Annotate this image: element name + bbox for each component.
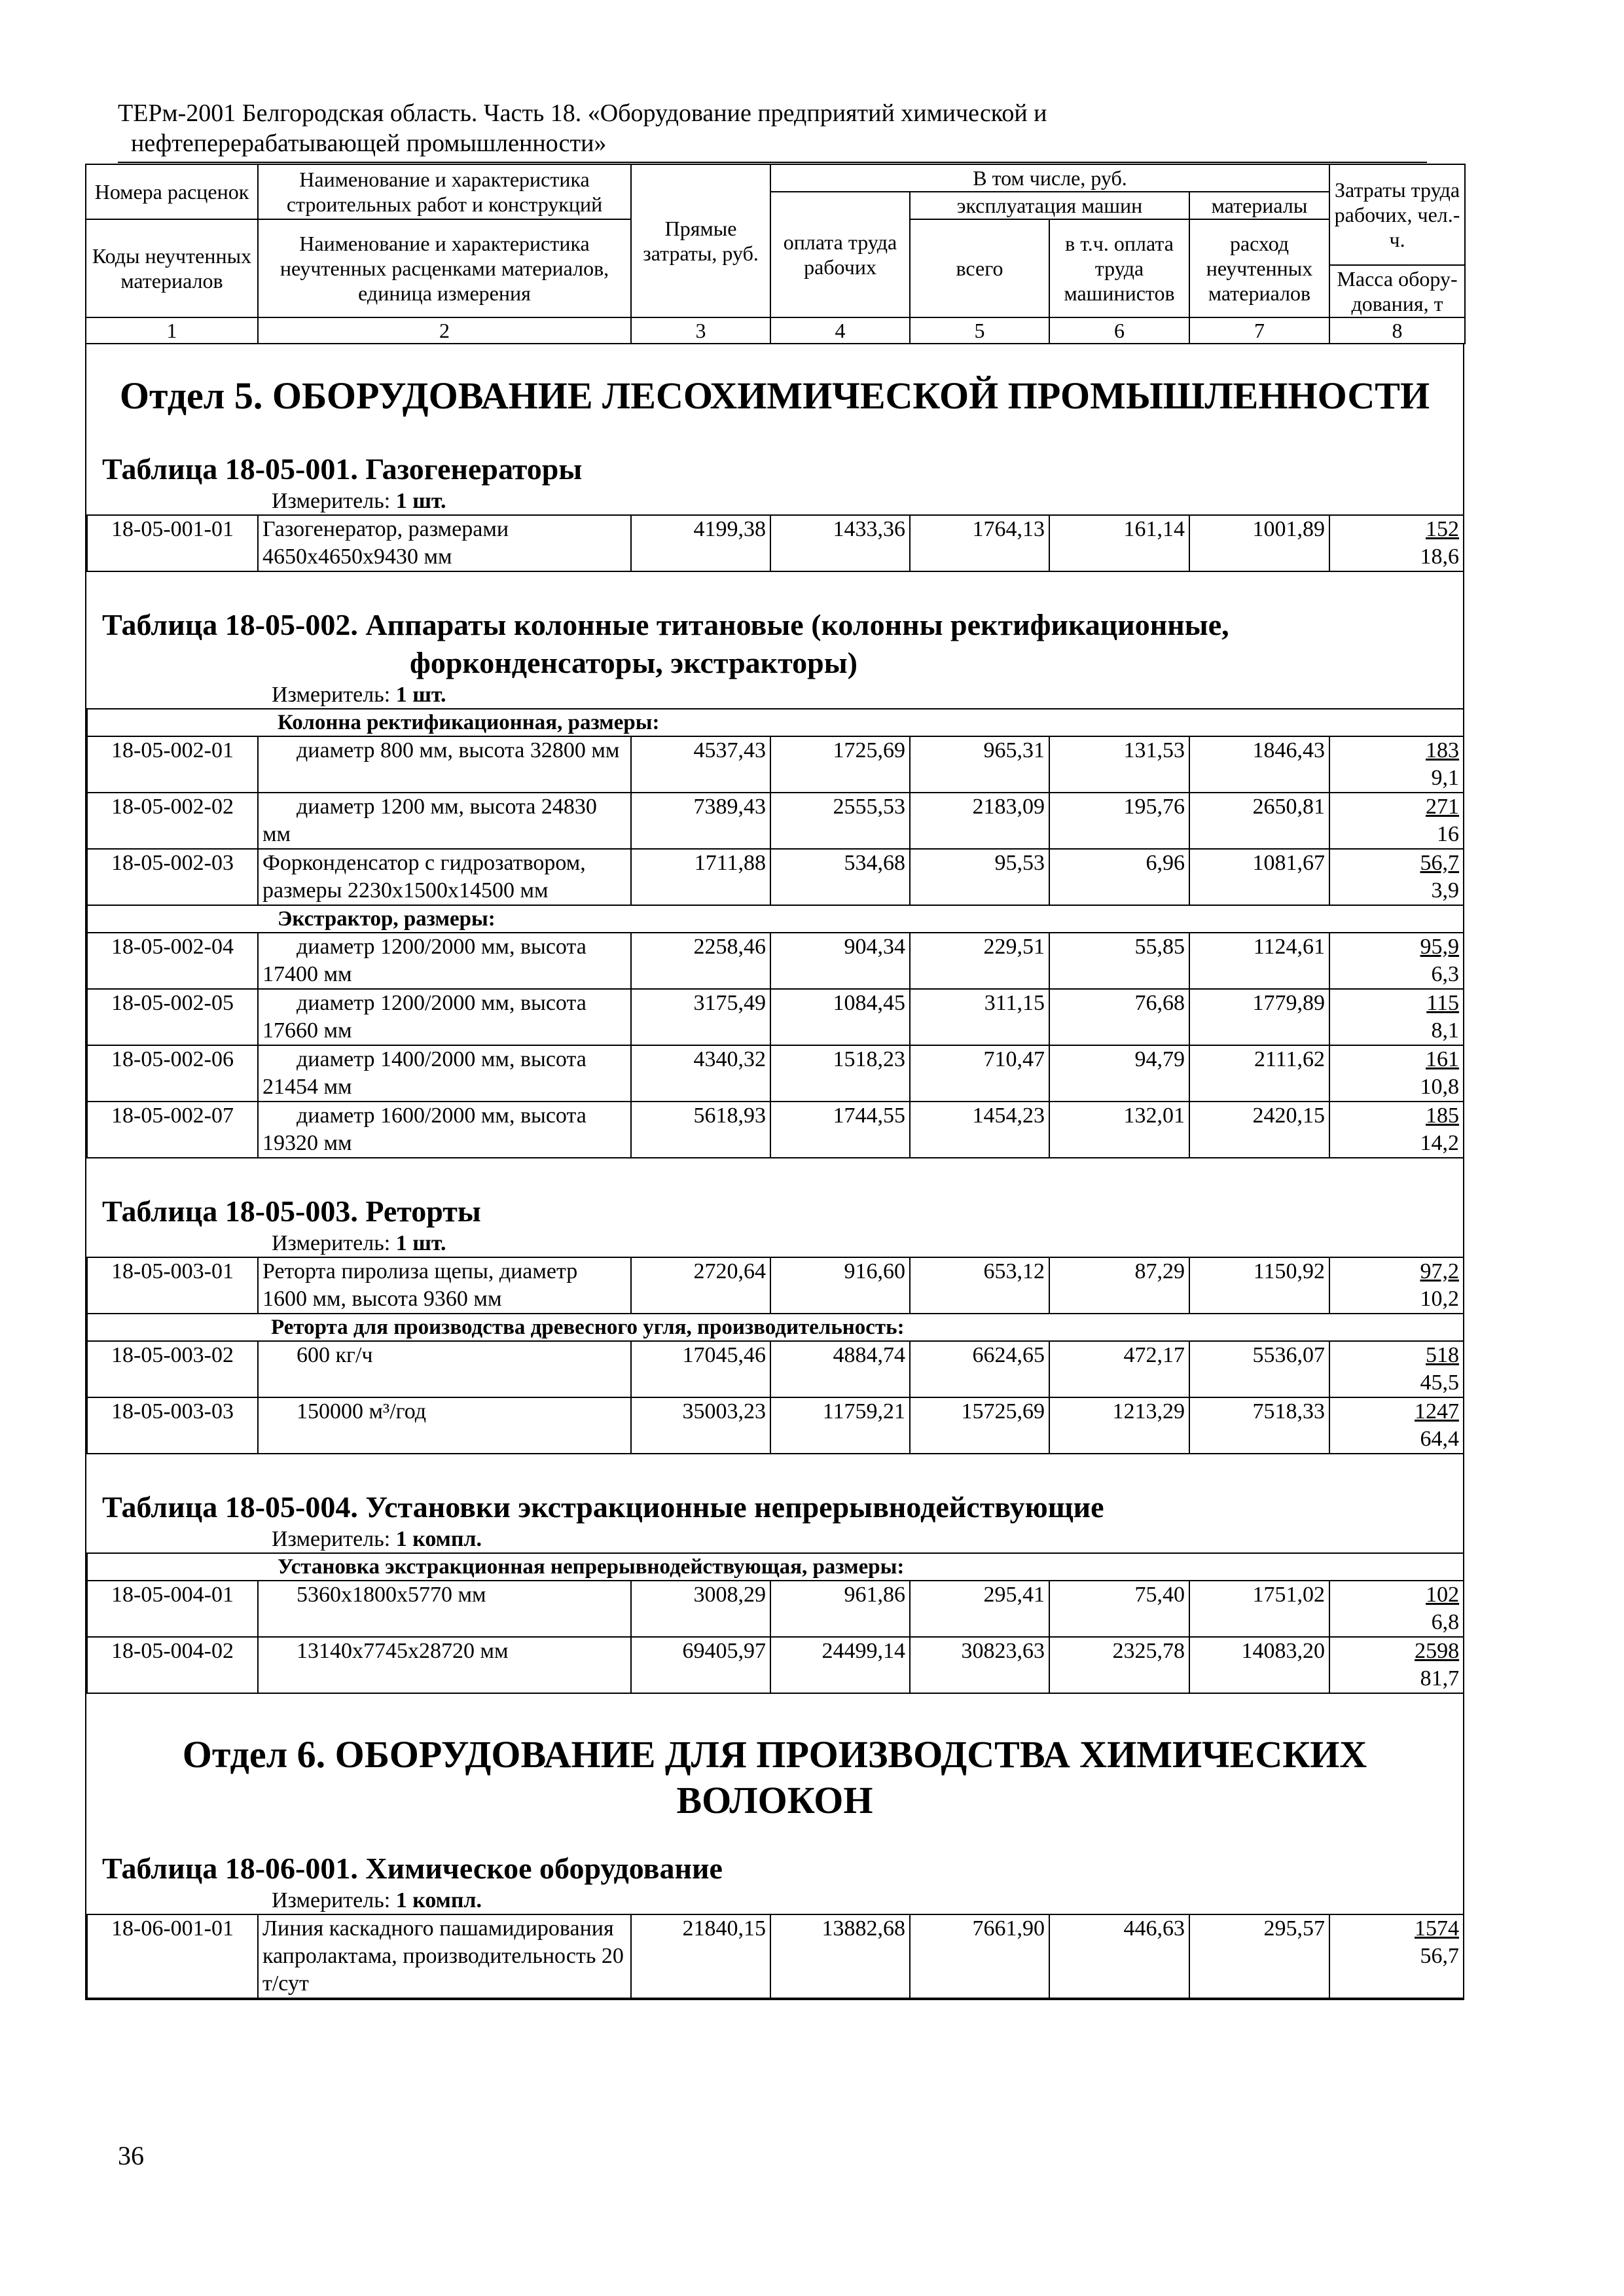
column-header-table [85, 164, 1466, 344]
table-row: 18-05-002-07 диаметр 1600/2000 мм, высота 19320 мм 5618,93 1744,55 1454,23 132,01 2420,15 185 14,2 [87, 1102, 1464, 1158]
table-18-06-001-title: Таблица 18-06-001. Химическое оборудование [102, 1852, 723, 1885]
col5-header: всего [910, 219, 1049, 317]
table-row: 18-06-001-01 Линия каскадного пашамидирования капролактама, производительность 20 т/сут 21840,15 13882,68 7661,90 446,63 295,57 1574 56,7 [87, 1914, 1464, 1998]
col-num-4: 4 [770, 317, 910, 344]
header-rule [118, 162, 1427, 163]
col-num-8: 8 [1329, 317, 1465, 344]
table-18-06-001 [86, 1914, 1464, 1999]
col1-top-header: Номера расценок [86, 164, 258, 219]
group-header: Установка экстракционная непрерывнодействующая, размеры: [87, 1553, 1464, 1581]
col-num-7: 7 [1189, 317, 1329, 344]
meter-18-05-003: Измеритель: 1 шт. [272, 1231, 446, 1255]
table-18-05-002 [86, 708, 1464, 1158]
table-row: 18-05-003-03 150000 м³/год 35003,23 11759,21 15725,69 1213,29 7518,33 1247 64,4 [87, 1397, 1464, 1454]
col2-top-header: Наименование и характеристика строительных работ и конструкций [258, 164, 631, 219]
col-num-2: 2 [258, 317, 631, 344]
table-row: 18-05-002-01 диаметр 800 мм, высота 32800 мм 4537,43 1725,69 965,31 131,53 1846,43 183 9,1 [87, 736, 1464, 793]
group-header: Колонна ректификационная, размеры: [87, 709, 1464, 736]
table-row: 18-05-002-05 диаметр 1200/2000 мм, высота 17660 мм 3175,49 1084,45 311,15 76,68 1779,89 115 8,1 [87, 989, 1464, 1045]
col3-header: Прямые затраты, руб. [631, 164, 770, 317]
table-row: 18-05-004-01 5360х1800х5770 мм 3008,29 961,86 295,41 75,40 1751,02 102 6,8 [87, 1581, 1464, 1637]
table-row: 18-05-001-01 Газогенератор, размерами 4650х4650х9430 мм 4199,38 1433,36 1764,13 161,14 1001,89 152 18,6 [87, 515, 1464, 571]
section-5-title: Отдел 5. ОБОРУДОВАНИЕ ЛЕСОХИМИЧЕСКОЙ ПРОМЫШЛЕННОСТИ [119, 374, 1430, 417]
content-area [85, 344, 1464, 2000]
table-row: 18-05-003-01 Реторта пиролиза щепы, диаметр 1600 мм, высота 9360 мм 2720,64 916,60 653,12 87,29 1150,92 97,2 10,2 [87, 1257, 1464, 1314]
meter-18-05-001: Измеритель: 1 шт. [272, 489, 446, 513]
materials-header: материалы [1189, 192, 1329, 219]
col-num-1: 1 [86, 317, 258, 344]
group-header: Реторта для производства древесного угля, производительность: [87, 1314, 1464, 1341]
meter-18-06-001: Измеритель: 1 компл. [272, 1888, 482, 1912]
page-number: 36 [118, 2141, 144, 2170]
included-header: В том числе, руб. [770, 164, 1329, 192]
header-line-1: ТЕРм-2001 Белгородская область. Часть 18. «Оборудование предприятий химической и [118, 99, 1047, 127]
table-18-05-003-title: Таблица 18-05-003. Реторты [102, 1194, 481, 1228]
col7-header: расход неучтенных материалов [1189, 219, 1329, 317]
section-6-title: Отдел 6. ОБОРУДОВАНИЕ ДЛЯ ПРОИЗВОДСТВА ХИМИЧЕСКИХ ВОЛОКОН [182, 1733, 1367, 1821]
col-num-5: 5 [910, 317, 1049, 344]
col-num-6: 6 [1049, 317, 1189, 344]
col4-header: оплата труда рабочих [770, 192, 910, 317]
page-header [118, 98, 1427, 158]
machines-header: эксплуатация машин [910, 192, 1189, 219]
col1-bottom-header: Коды неучтенных материалов [86, 219, 258, 317]
table-18-05-001-title: Таблица 18-05-001. Газогенераторы [102, 452, 583, 486]
meter-18-05-004: Измеритель: 1 компл. [272, 1527, 482, 1551]
table-18-05-002-title: Таблица 18-05-002. Аппараты колонные титановые (колонны ректификационные, форконденсаторы, экстракторы) [102, 608, 1229, 679]
table-row: 18-05-004-02 13140х7745х28720 мм 69405,97 24499,14 30823,63 2325,78 14083,20 2598 81,7 [87, 1637, 1464, 1693]
table-18-05-004 [86, 1552, 1464, 1694]
table-row: 18-05-002-06 диаметр 1400/2000 мм, высота 21454 мм 4340,32 1518,23 710,47 94,79 2111,62 161 10,8 [87, 1045, 1464, 1102]
table-row: 18-05-003-02 600 кг/ч 17045,46 4884,74 6624,65 472,17 5536,07 518 45,5 [87, 1341, 1464, 1397]
table-18-05-003 [86, 1257, 1464, 1454]
main-frame [85, 164, 1464, 2127]
meter-18-05-002: Измеритель: 1 шт. [272, 683, 446, 707]
table-row: 18-05-002-04 диаметр 1200/2000 мм, высота 17400 мм 2258,46 904,34 229,51 55,85 1124,61 95,9 6,3 [87, 933, 1464, 989]
header-line-2: нефтеперерабатывающей промышленности» [131, 130, 607, 157]
table-18-05-001 [86, 514, 1464, 572]
table-row: 18-05-002-03 Форконденсатор с гидрозатвором, размеры 2230х1500х14500 мм 1711,88 534,68 95,53 6,96 1081,67 56,7 3,9 [87, 849, 1464, 905]
col2-bottom-header: Наименование и характеристика неучтенных расценками материалов, единица измерения [258, 219, 631, 317]
col6-header: в т.ч. оплата труда машинистов [1049, 219, 1189, 317]
table-row: 18-05-002-02 диаметр 1200 мм, высота 24830 мм 7389,43 2555,53 2183,09 195,76 2650,81 271 16 [87, 793, 1464, 849]
col-num-3: 3 [631, 317, 770, 344]
table-18-05-004-title: Таблица 18-05-004. Установки экстракционные непрерывнодействующие [102, 1490, 1104, 1524]
group-header: Экстрактор, размеры: [87, 905, 1464, 933]
col8-top-header: Затраты труда рабочих, чел.-ч. [1329, 164, 1465, 265]
col8-bottom-header: Масса обору-дования, т [1329, 265, 1465, 317]
